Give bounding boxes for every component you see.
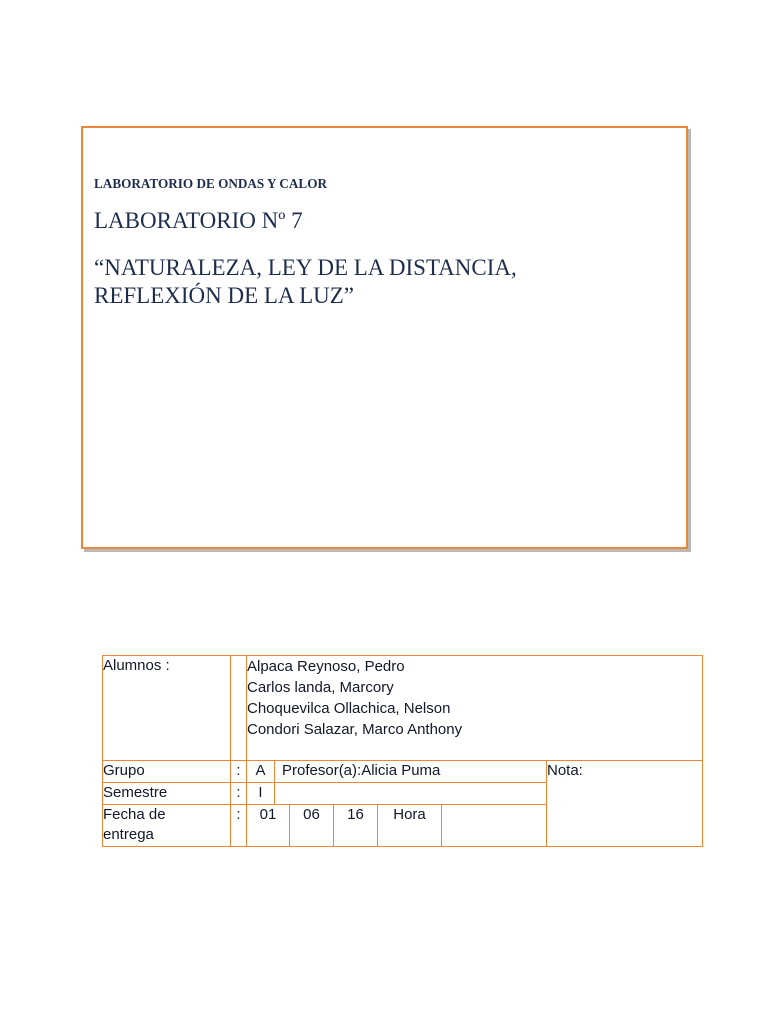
semester-label: Semestre <box>103 783 231 805</box>
cover-title-box <box>81 126 688 549</box>
lab-title-line-2: REFLEXIÓN DE LA LUZ” <box>94 283 354 308</box>
date-label-line-1: Fecha de <box>103 806 166 823</box>
date-month: 06 <box>290 805 334 847</box>
grade-label: Nota: <box>547 762 583 779</box>
date-label <box>103 805 231 847</box>
group-row <box>103 761 703 783</box>
students-list <box>247 656 703 761</box>
students-colon-cell <box>231 656 247 761</box>
course-name: LABORATORIO DE ONDAS Y CALOR <box>94 176 328 191</box>
lab-title <box>94 254 634 310</box>
teacher-name: Profesor(a):Alicia Puma <box>275 761 547 783</box>
students-row <box>103 656 703 761</box>
time-label: Hora <box>378 805 442 847</box>
student-info-table <box>102 655 703 847</box>
group-label: Grupo <box>103 761 231 783</box>
date-label-line-2: entrega <box>103 826 154 843</box>
student-name: Choquevilca Ollachica, Nelson <box>247 700 451 717</box>
students-label: Alumnos : <box>103 656 231 761</box>
lab-number: LABORATORIO Nº 7 <box>94 208 303 233</box>
semester-colon: : <box>231 783 247 805</box>
lab-title-line-1: “NATURALEZA, LEY DE LA DISTANCIA, <box>94 255 517 280</box>
date-day: 01 <box>247 805 290 847</box>
group-colon: : <box>231 761 247 783</box>
student-name: Alpaca Reynoso, Pedro <box>247 658 405 675</box>
grade-box <box>547 761 703 847</box>
date-year: 16 <box>334 805 378 847</box>
date-colon: : <box>231 805 247 847</box>
student-name: Carlos landa, Marcory <box>247 679 394 696</box>
group-value: A <box>247 761 275 783</box>
semester-empty-cell <box>275 783 547 805</box>
semester-value: I <box>247 783 275 805</box>
student-name: Condori Salazar, Marco Anthony <box>247 721 463 738</box>
time-value <box>442 805 547 847</box>
